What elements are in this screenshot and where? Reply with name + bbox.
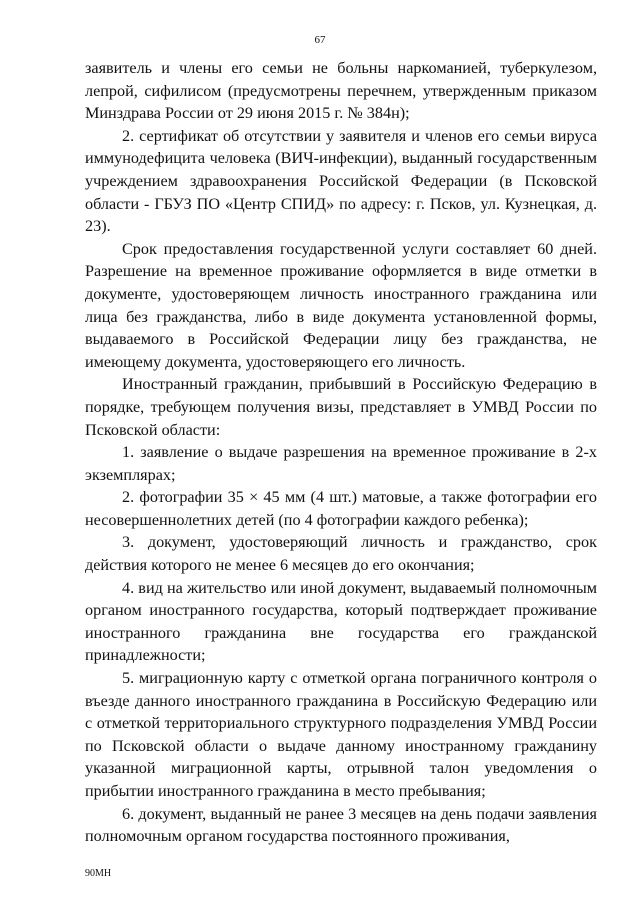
paragraph-1: заявитель и члены его семьи не больны наркоманией, туберкулезом, лепрой, сифилисом (предусмотрены перечнем, утвержденным приказом Минздрава России от 29 июня 2015 г. № 384н); — [85, 59, 597, 123]
footer-code: 90МН — [85, 868, 112, 879]
paragraph-7: 3. документ, удостоверяющий личность и гражданство, срок действия которого не менее 6 месяцев до его окончания; — [85, 533, 597, 575]
page-number: 67 — [314, 34, 326, 46]
paragraph-9: 5. миграционную карту с отметкой органа пограничного контроля о въезде данного иностранного гражданина в Российскую Федерацию или с отметкой территориального структурного подразделения УМВД России по Псковской области о выдаче данному иностранному гражданину указанной миграционной карты, отрывной талон уведомления о прибытии иностранного гражданина в место пребывания; — [85, 669, 597, 800]
paragraph-2: 2. сертификат об отсутствии у заявителя и членов его семьи вируса иммунодефицита человека (ВИЧ-инфекции), выданный государственным учреждением здравоохранения Российской Федерации (в Псковской области - ГБУЗ ПО «Центр СПИД» по адресу: г. Псков, ул. Кузнецкая, д. 23). — [85, 126, 597, 236]
paragraph-3: Срок предоставления государственной услуги составляет 60 дней. Разрешение на временное проживание оформляется в виде отметки в документе, удостоверяющем личность иностранного гражданина или лица без гражданства, либо в виде документа установленной формы, выдаваемого в Российской Федерации лицу без гражданства, не имеющему документа, удостоверяющего его личность. — [85, 239, 597, 371]
paragraph-8: 4. вид на жительство или иной документ, выдаваемый полномочным органом иностранного государства, который подтверждает проживание иностранного гражданина вне государства его гражданской принадлежности; — [85, 578, 597, 665]
paragraph-5: 1. заявление о выдаче разрешения на временное проживание в 2-х экземплярах; — [85, 443, 597, 484]
paragraph-6: 2. фотографии 35 × 45 мм (4 шт.) матовые, а также фотографии его несовершеннолетних детей (по 4 фотографии каждого ребенка); — [85, 488, 597, 529]
document-body — [85, 57, 597, 848]
paragraph-10: 6. документ, выданный не ранее 3 месяцев на день подачи заявления полномочным органом государства постоянного проживания, — [85, 804, 597, 846]
paragraph-4: Иностранный гражданин, прибывший в Российскую Федерацию в порядке, требующем получения визы, представляет в УМВД России по Псковской области: — [85, 375, 597, 439]
